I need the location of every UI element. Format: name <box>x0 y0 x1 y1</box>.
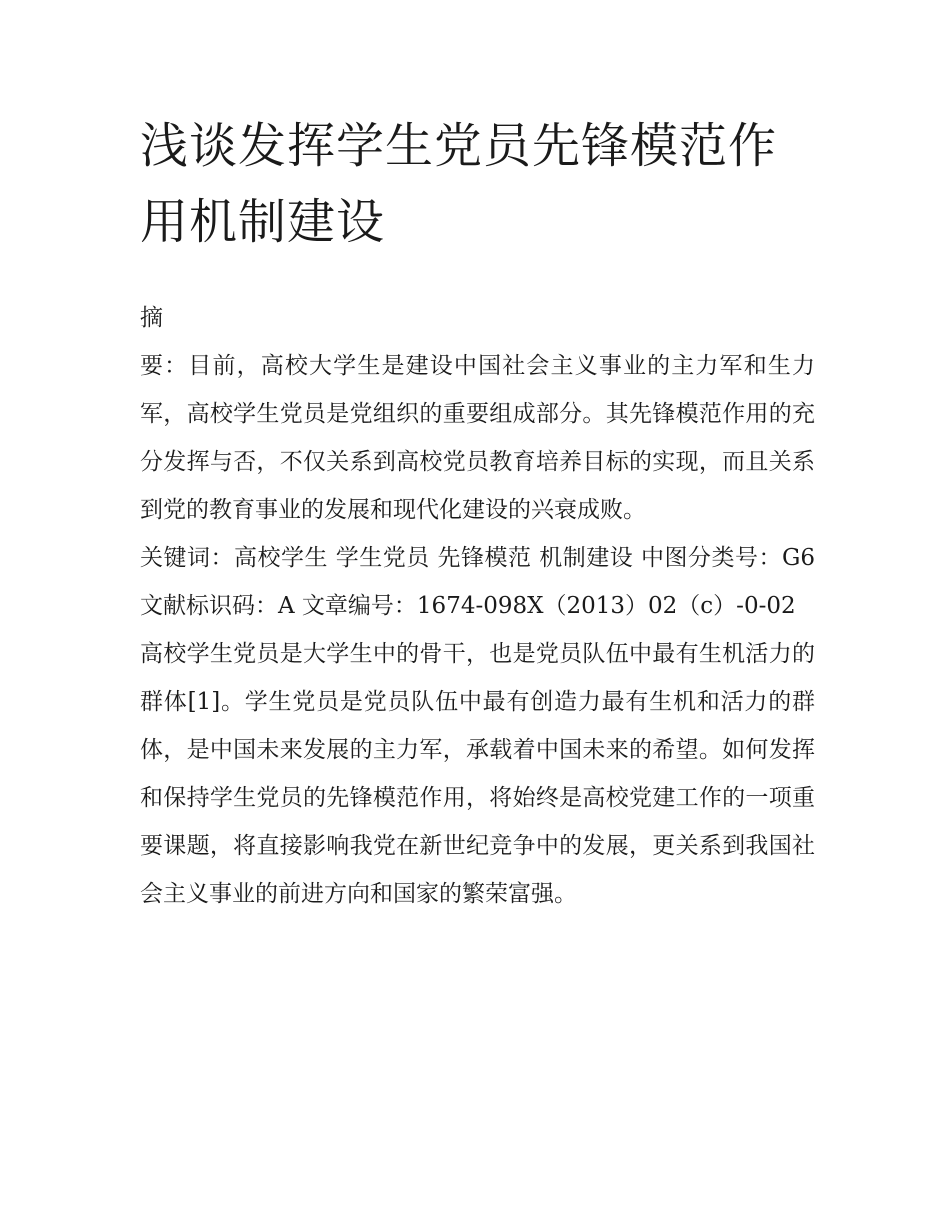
abstract-text: 要：目前，高校大学生是建设中国社会主义事业的主力军和生力军，高校学生党员是党组织的重要组成部分。其先锋模范作用的充分发挥与否，不仅关系到高校党员教育培养目标的实现，而且关系到党的教育事业的发展和现代化建设的兴衰成败。 <box>140 353 815 523</box>
abstract-heading: 摘 <box>140 305 163 331</box>
intro-paragraph: 高校学生党员是大学生中的骨干，也是党员队伍中最有生机活力的群体[1]。学生党员是党员队伍中最有创造力最有生机和活力的群体，是中国未来发展的主力军，承载着中国未来的希望。如何发挥和保持学生党员的先锋模范作用，将始终是高校党建工作的一项重要课题，将直接影响我党在新世纪竞争中的发展，更关系到我国社会主义事业的前进方向和国家的繁荣富强。 <box>140 641 815 907</box>
document-page <box>140 108 815 918</box>
document-title: 浅谈发挥学生党员先锋模范作用机制建设 <box>140 118 778 250</box>
document-body <box>140 294 815 918</box>
keywords-line: 关键词：高校学生 学生党员 先锋模范 机制建设 中图分类号：G6 文献标识码：A 文章编号：1674-098X（2013）02（c）-0-02 <box>140 545 815 619</box>
